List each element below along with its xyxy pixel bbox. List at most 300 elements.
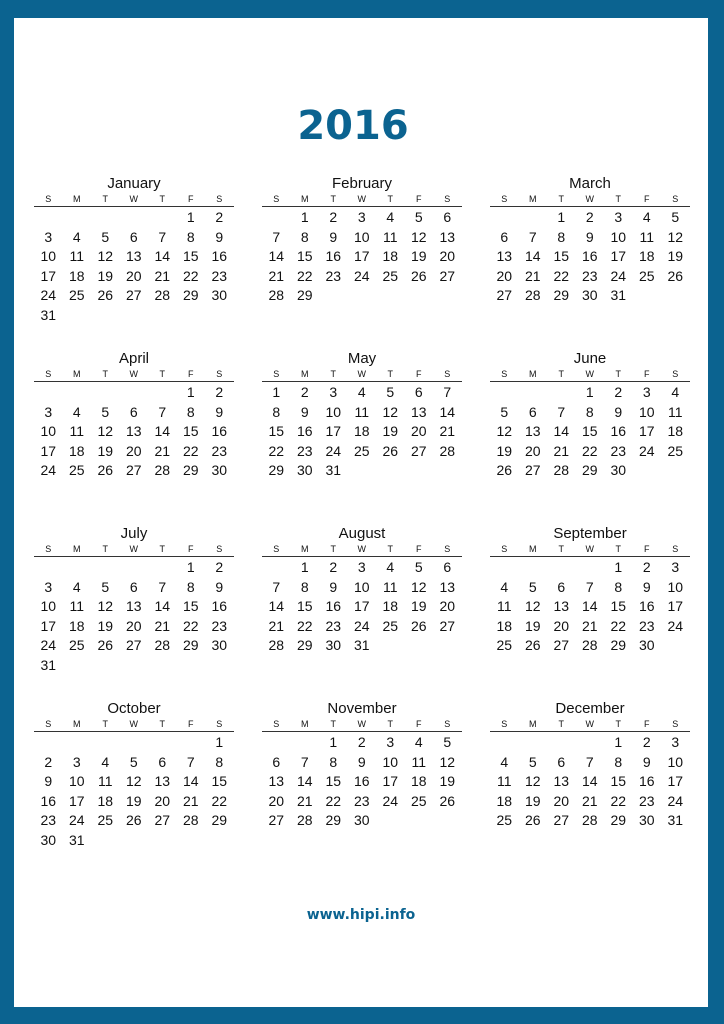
day-cell: 20 <box>410 423 427 440</box>
day-cell: 6 <box>129 228 138 245</box>
weekday-header: S <box>672 369 679 379</box>
website-footer-link[interactable]: www.hipi.info <box>306 907 416 923</box>
weekday-header: T <box>615 194 621 204</box>
day-cell: 13 <box>125 598 142 615</box>
weekday-header: S <box>216 369 223 379</box>
weekday-header: S <box>273 544 280 554</box>
weekday-header: M <box>301 544 309 554</box>
day-cell: 9 <box>642 578 651 595</box>
day-cell: 26 <box>410 267 427 284</box>
day-cell: 26 <box>382 442 399 459</box>
weekday-header: M <box>301 719 309 729</box>
day-cell: 4 <box>101 753 110 770</box>
day-blank <box>547 733 576 753</box>
weekday-header: W <box>585 544 594 554</box>
month-name: November <box>327 700 397 717</box>
weekday-header: M <box>529 369 537 379</box>
day-cell: 12 <box>439 753 456 770</box>
day-cell: 12 <box>382 403 399 420</box>
day-cell: 12 <box>524 773 541 790</box>
day-cell: 23 <box>638 792 655 809</box>
day-cell: 2 <box>215 384 224 400</box>
day-cell: 10 <box>353 578 370 595</box>
day-cell: 26 <box>410 617 427 634</box>
day-cell: 9 <box>300 403 309 420</box>
day-cell: 25 <box>97 812 114 829</box>
day-blank <box>148 558 177 578</box>
day-cell: 18 <box>97 792 114 809</box>
day-cell: 19 <box>524 617 541 634</box>
header-divider <box>34 381 234 382</box>
day-cell: 27 <box>524 462 541 479</box>
day-blank <box>120 383 149 403</box>
day-blank <box>148 733 177 753</box>
day-cell: 23 <box>40 812 57 829</box>
day-cell: 3 <box>44 228 53 245</box>
day-blank <box>177 733 206 753</box>
weekday-header: T <box>558 194 564 204</box>
day-cell: 30 <box>638 637 655 654</box>
day-cell: 29 <box>268 462 285 479</box>
day-cell: 21 <box>268 617 285 634</box>
month-days-grid <box>262 194 462 306</box>
month-days-grid <box>262 719 462 831</box>
month-name: December <box>555 700 625 717</box>
day-cell: 16 <box>211 248 228 265</box>
day-cell: 2 <box>215 209 224 225</box>
weekday-header: T <box>558 544 564 554</box>
day-cell: 7 <box>186 753 195 770</box>
day-cell: 18 <box>382 598 399 615</box>
day-cell: 14 <box>154 598 171 615</box>
day-cell: 31 <box>325 462 342 479</box>
day-cell: 11 <box>667 403 683 420</box>
day-cell: 17 <box>68 792 85 809</box>
day-cell: 8 <box>272 403 281 420</box>
day-cell: 29 <box>325 812 342 829</box>
day-blank <box>91 208 120 228</box>
day-cell: 1 <box>186 384 195 400</box>
day-cell: 9 <box>329 228 338 245</box>
day-cell: 21 <box>581 617 598 634</box>
day-cell: 7 <box>585 753 594 770</box>
day-cell: 30 <box>40 831 57 848</box>
day-cell: 7 <box>272 578 281 595</box>
day-cell: 27 <box>496 287 513 304</box>
day-cell: 4 <box>357 384 366 400</box>
day-cell: 21 <box>182 792 199 809</box>
weekday-header: T <box>330 544 336 554</box>
day-cell: 19 <box>125 792 142 809</box>
header-divider <box>34 731 234 732</box>
weekday-header: T <box>102 544 108 554</box>
day-cell: 29 <box>211 812 228 829</box>
day-cell: 9 <box>357 753 366 770</box>
day-cell: 29 <box>182 287 199 304</box>
weekday-header: W <box>357 369 366 379</box>
day-cell: 14 <box>524 248 541 265</box>
day-cell: 15 <box>268 423 285 440</box>
day-cell: 26 <box>439 792 456 809</box>
day-cell: 27 <box>553 812 570 829</box>
day-cell: 5 <box>414 559 423 575</box>
day-cell: 17 <box>40 442 57 459</box>
day-cell: 22 <box>268 442 285 459</box>
day-cell: 26 <box>524 812 541 829</box>
day-blank <box>34 208 63 228</box>
month-january <box>34 175 234 326</box>
day-cell: 24 <box>325 442 342 459</box>
day-cell: 1 <box>585 384 594 400</box>
day-cell: 4 <box>642 209 651 225</box>
day-cell: 28 <box>296 812 313 829</box>
day-cell: 30 <box>581 287 598 304</box>
day-cell: 28 <box>268 287 285 304</box>
day-cell: 30 <box>325 637 342 654</box>
day-cell: 8 <box>186 403 195 420</box>
day-cell: 20 <box>496 267 513 284</box>
day-cell: 3 <box>72 753 81 770</box>
day-cell: 18 <box>496 617 513 634</box>
day-cell: 8 <box>329 753 338 770</box>
day-cell: 6 <box>414 384 423 400</box>
day-cell: 8 <box>585 403 594 420</box>
day-cell: 18 <box>382 248 399 265</box>
day-cell: 8 <box>614 753 623 770</box>
weekday-header: M <box>529 719 537 729</box>
day-cell: 9 <box>329 578 338 595</box>
day-cell: 28 <box>268 637 285 654</box>
day-cell: 11 <box>382 228 398 245</box>
day-blank <box>120 208 149 228</box>
day-cell: 19 <box>97 267 114 284</box>
day-cell: 10 <box>638 403 655 420</box>
day-cell: 16 <box>638 598 655 615</box>
day-cell: 1 <box>186 209 195 225</box>
day-cell: 1 <box>300 209 309 225</box>
month-name: October <box>107 700 161 717</box>
day-cell: 13 <box>125 248 142 265</box>
day-cell: 20 <box>125 617 142 634</box>
day-cell: 5 <box>443 734 452 750</box>
day-cell: 18 <box>638 248 655 265</box>
day-cell: 17 <box>667 773 684 790</box>
day-cell: 23 <box>211 617 228 634</box>
day-cell: 22 <box>296 267 313 284</box>
day-blank <box>490 733 519 753</box>
day-cell: 3 <box>357 209 366 225</box>
weekday-header: T <box>387 719 393 729</box>
day-cell: 31 <box>667 812 684 829</box>
day-cell: 2 <box>585 209 594 225</box>
day-cell: 19 <box>410 598 427 615</box>
day-cell: 2 <box>357 734 366 750</box>
day-cell: 7 <box>557 403 566 420</box>
day-cell: 22 <box>610 792 627 809</box>
month-days-grid <box>34 544 234 676</box>
day-cell: 2 <box>642 559 651 575</box>
weekday-header: T <box>558 719 564 729</box>
day-cell: 5 <box>528 578 537 595</box>
day-cell: 24 <box>40 287 57 304</box>
weekday-header: S <box>45 369 52 379</box>
day-cell: 11 <box>496 598 512 615</box>
day-cell: 6 <box>443 209 452 225</box>
day-cell: 16 <box>296 423 313 440</box>
day-cell: 28 <box>439 442 456 459</box>
day-cell: 24 <box>40 637 57 654</box>
weekday-header: F <box>416 194 422 204</box>
day-cell: 19 <box>439 773 456 790</box>
weekday-header: M <box>529 194 537 204</box>
month-days-grid <box>34 194 234 326</box>
weekday-header: T <box>159 544 165 554</box>
day-cell: 19 <box>410 248 427 265</box>
day-cell: 21 <box>439 423 456 440</box>
day-cell: 15 <box>581 423 598 440</box>
weekday-header: F <box>188 369 194 379</box>
day-cell: 22 <box>553 267 570 284</box>
day-cell: 2 <box>329 559 338 575</box>
day-cell: 18 <box>68 267 85 284</box>
day-cell: 4 <box>414 734 423 750</box>
day-cell: 21 <box>553 442 570 459</box>
weekday-header: T <box>387 369 393 379</box>
header-divider <box>34 556 234 557</box>
day-cell: 17 <box>40 267 57 284</box>
day-blank <box>490 383 519 403</box>
day-cell: 4 <box>500 578 509 595</box>
day-cell: 1 <box>186 559 195 575</box>
weekday-header: W <box>357 719 366 729</box>
day-cell: 31 <box>40 306 57 323</box>
day-cell: 18 <box>353 423 370 440</box>
day-cell: 13 <box>439 578 456 595</box>
day-cell: 23 <box>638 617 655 634</box>
month-name: January <box>107 175 161 192</box>
day-cell: 4 <box>72 403 81 420</box>
day-cell: 15 <box>211 773 228 790</box>
day-cell: 6 <box>528 403 537 420</box>
day-cell: 14 <box>439 403 456 420</box>
day-cell: 2 <box>614 384 623 400</box>
day-cell: 1 <box>272 384 281 400</box>
day-cell: 14 <box>296 773 313 790</box>
day-cell: 25 <box>496 812 513 829</box>
weekday-header: S <box>501 369 508 379</box>
day-blank <box>547 383 576 403</box>
day-blank <box>91 733 120 753</box>
weekday-header: W <box>585 719 594 729</box>
day-cell: 14 <box>268 248 285 265</box>
day-cell: 25 <box>496 637 513 654</box>
day-cell: 29 <box>581 462 598 479</box>
day-cell: 20 <box>553 792 570 809</box>
weekday-header: W <box>585 194 594 204</box>
day-cell: 7 <box>272 228 281 245</box>
day-cell: 12 <box>524 598 541 615</box>
day-cell: 10 <box>325 403 342 420</box>
weekday-header: W <box>129 544 138 554</box>
day-cell: 26 <box>524 637 541 654</box>
day-cell: 11 <box>69 598 85 615</box>
month-april <box>34 350 234 481</box>
day-cell: 12 <box>410 228 427 245</box>
day-cell: 20 <box>439 598 456 615</box>
weekday-header: W <box>129 194 138 204</box>
weekday-header: T <box>159 369 165 379</box>
weekday-header: F <box>188 544 194 554</box>
day-cell: 24 <box>353 267 370 284</box>
day-cell: 11 <box>354 403 370 420</box>
day-cell: 3 <box>357 559 366 575</box>
day-cell: 1 <box>614 559 623 575</box>
day-cell: 28 <box>154 287 171 304</box>
day-cell: 25 <box>68 637 85 654</box>
day-cell: 17 <box>40 617 57 634</box>
day-cell: 27 <box>125 462 142 479</box>
day-cell: 25 <box>68 287 85 304</box>
day-cell: 19 <box>667 248 684 265</box>
day-cell: 1 <box>329 734 338 750</box>
day-cell: 4 <box>500 753 509 770</box>
day-cell: 31 <box>610 287 627 304</box>
day-cell: 14 <box>553 423 570 440</box>
month-december <box>490 700 690 831</box>
day-cell: 17 <box>610 248 627 265</box>
day-cell: 23 <box>353 792 370 809</box>
weekday-header: S <box>45 544 52 554</box>
day-cell: 7 <box>443 384 452 400</box>
calendar-page <box>14 18 708 1007</box>
day-cell: 30 <box>296 462 313 479</box>
day-cell: 8 <box>614 578 623 595</box>
day-cell: 3 <box>329 384 338 400</box>
weekday-header: T <box>102 719 108 729</box>
weekday-header: S <box>672 719 679 729</box>
day-cell: 30 <box>211 287 228 304</box>
weekday-header: S <box>45 194 52 204</box>
weekday-header: T <box>387 194 393 204</box>
weekday-header: S <box>444 194 451 204</box>
day-cell: 29 <box>182 637 199 654</box>
day-cell: 21 <box>581 792 598 809</box>
weekday-header: M <box>73 194 81 204</box>
month-name: February <box>331 175 393 192</box>
day-blank <box>519 383 548 403</box>
day-cell: 28 <box>154 637 171 654</box>
day-cell: 22 <box>211 792 228 809</box>
day-cell: 6 <box>129 403 138 420</box>
day-cell: 3 <box>642 384 651 400</box>
weekday-header: F <box>416 369 422 379</box>
month-days-grid <box>262 544 462 656</box>
day-cell: 29 <box>296 637 313 654</box>
month-march <box>490 175 690 306</box>
day-cell: 16 <box>325 598 342 615</box>
weekday-header: S <box>273 719 280 729</box>
day-cell: 12 <box>97 423 114 440</box>
day-cell: 26 <box>667 267 684 284</box>
day-cell: 4 <box>671 384 680 400</box>
day-cell: 24 <box>382 792 399 809</box>
weekday-header: S <box>501 544 508 554</box>
day-cell: 30 <box>211 637 228 654</box>
day-cell: 5 <box>528 753 537 770</box>
day-cell: 13 <box>125 423 142 440</box>
day-blank <box>148 383 177 403</box>
day-cell: 30 <box>610 462 627 479</box>
day-cell: 8 <box>186 578 195 595</box>
day-cell: 16 <box>638 773 655 790</box>
day-cell: 20 <box>125 442 142 459</box>
day-cell: 15 <box>182 248 199 265</box>
day-cell: 8 <box>215 753 224 770</box>
day-cell: 16 <box>325 248 342 265</box>
day-blank <box>576 733 605 753</box>
weekday-header: F <box>644 544 650 554</box>
day-blank <box>63 733 92 753</box>
day-blank <box>148 208 177 228</box>
day-cell: 1 <box>300 559 309 575</box>
weekday-header: S <box>273 369 280 379</box>
month-name: June <box>573 350 607 367</box>
weekday-header: W <box>129 719 138 729</box>
day-blank <box>262 208 291 228</box>
day-cell: 29 <box>296 287 313 304</box>
header-divider <box>262 731 462 732</box>
day-cell: 25 <box>382 617 399 634</box>
day-cell: 15 <box>296 248 313 265</box>
day-cell: 13 <box>268 773 285 790</box>
weekday-header: M <box>73 369 81 379</box>
day-cell: 31 <box>68 831 85 848</box>
day-cell: 16 <box>353 773 370 790</box>
month-november <box>262 700 462 831</box>
day-cell: 13 <box>154 773 171 790</box>
day-cell: 23 <box>211 442 228 459</box>
day-blank <box>34 558 63 578</box>
header-divider <box>490 556 690 557</box>
day-cell: 20 <box>154 792 171 809</box>
weekday-header: F <box>416 719 422 729</box>
day-cell: 5 <box>101 578 110 595</box>
day-cell: 5 <box>500 403 509 420</box>
weekday-header: S <box>672 544 679 554</box>
day-cell: 7 <box>158 578 167 595</box>
day-cell: 28 <box>154 462 171 479</box>
day-cell: 12 <box>496 423 513 440</box>
day-cell: 15 <box>610 773 627 790</box>
day-cell: 29 <box>182 462 199 479</box>
day-cell: 13 <box>553 598 570 615</box>
weekday-header: S <box>501 719 508 729</box>
day-cell: 6 <box>129 578 138 595</box>
day-cell: 2 <box>215 559 224 575</box>
day-cell: 19 <box>382 423 399 440</box>
day-cell: 14 <box>182 773 199 790</box>
weekday-header: T <box>159 719 165 729</box>
day-cell: 11 <box>411 753 427 770</box>
header-divider <box>262 556 462 557</box>
day-cell: 18 <box>68 617 85 634</box>
day-cell: 1 <box>215 734 224 750</box>
day-cell: 13 <box>439 228 456 245</box>
day-cell: 17 <box>638 423 655 440</box>
day-cell: 12 <box>97 248 114 265</box>
day-cell: 3 <box>671 559 680 575</box>
day-cell: 19 <box>97 442 114 459</box>
